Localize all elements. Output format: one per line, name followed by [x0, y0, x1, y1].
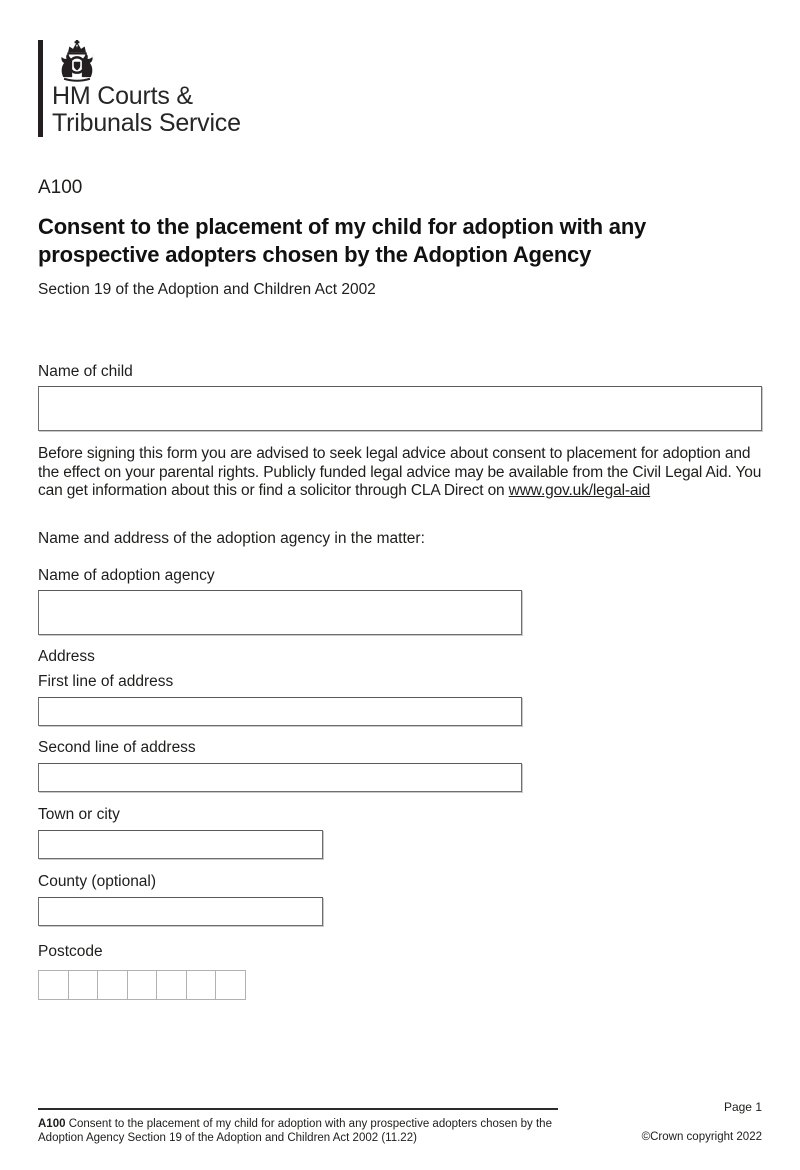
postcode-input	[38, 970, 762, 1000]
crown-copyright: ©Crown copyright 2022	[641, 1131, 762, 1143]
logo-org-line2: Tribunals Service	[52, 109, 241, 137]
address-line2-label: Second line of address	[38, 738, 196, 756]
county-label: County (optional)	[38, 872, 157, 890]
hmcts-logo	[38, 40, 762, 137]
form-number: A100	[38, 177, 83, 198]
logo-org-name	[52, 83, 241, 137]
address-line1-label: First line of address	[38, 672, 174, 690]
address-line2-input[interactable]	[38, 763, 522, 792]
county-input[interactable]	[38, 897, 323, 926]
postcode-cell[interactable]	[186, 970, 217, 1000]
agency-section-heading: Name and address of the adoption agency in the matter:	[38, 529, 425, 547]
town-label: Town or city	[38, 805, 120, 823]
page-title: Consent to the placement of my child for adoption with any prospective adopters chosen by the Adoption Agency	[38, 214, 647, 267]
agency-name-label: Name of adoption agency	[38, 566, 215, 584]
town-input[interactable]	[38, 830, 323, 859]
address-heading: Address	[38, 647, 95, 665]
logo-vertical-bar	[38, 40, 43, 137]
legal-advice-text: Before signing this form you are advised to seek legal advice about consent to placement for adoption and the effect on your parental rights. Publicly funded legal advice may be available from the Civil Legal Aid. You can get information about this or find a solicitor through CLA Direct on	[38, 445, 762, 499]
postcode-cell[interactable]	[38, 970, 69, 1000]
page-number: Page 1	[723, 1100, 762, 1114]
address-line1-input[interactable]	[38, 697, 522, 726]
postcode-cell[interactable]	[215, 970, 246, 1000]
royal-coat-of-arms-icon	[52, 40, 102, 82]
footer-reference-text: Consent to the placement of my child for adoption with any prospective adopters chosen by the Adoption Agency Section 19 of the Adoption and Children Act 2002 (11.22)	[38, 1118, 552, 1144]
footer-form-number: A100	[38, 1118, 66, 1130]
child-name-label: Name of child	[38, 363, 133, 380]
legal-aid-link[interactable]: www.gov.uk/legal-aid	[508, 482, 651, 499]
postcode-label: Postcode	[38, 942, 103, 960]
footer-form-reference	[38, 1118, 570, 1145]
postcode-cell[interactable]	[156, 970, 187, 1000]
legal-advice-paragraph	[38, 445, 762, 501]
postcode-cell[interactable]	[97, 970, 128, 1000]
form-page	[0, 40, 800, 1000]
page-subtitle: Section 19 of the Adoption and Children Act 2002	[38, 281, 376, 298]
postcode-cell[interactable]	[127, 970, 158, 1000]
agency-name-input[interactable]	[38, 590, 522, 635]
logo-org-line1: HM Courts &	[52, 82, 193, 110]
child-name-input[interactable]	[38, 386, 762, 431]
postcode-cell[interactable]	[68, 970, 99, 1000]
footer-rule	[38, 1108, 558, 1110]
